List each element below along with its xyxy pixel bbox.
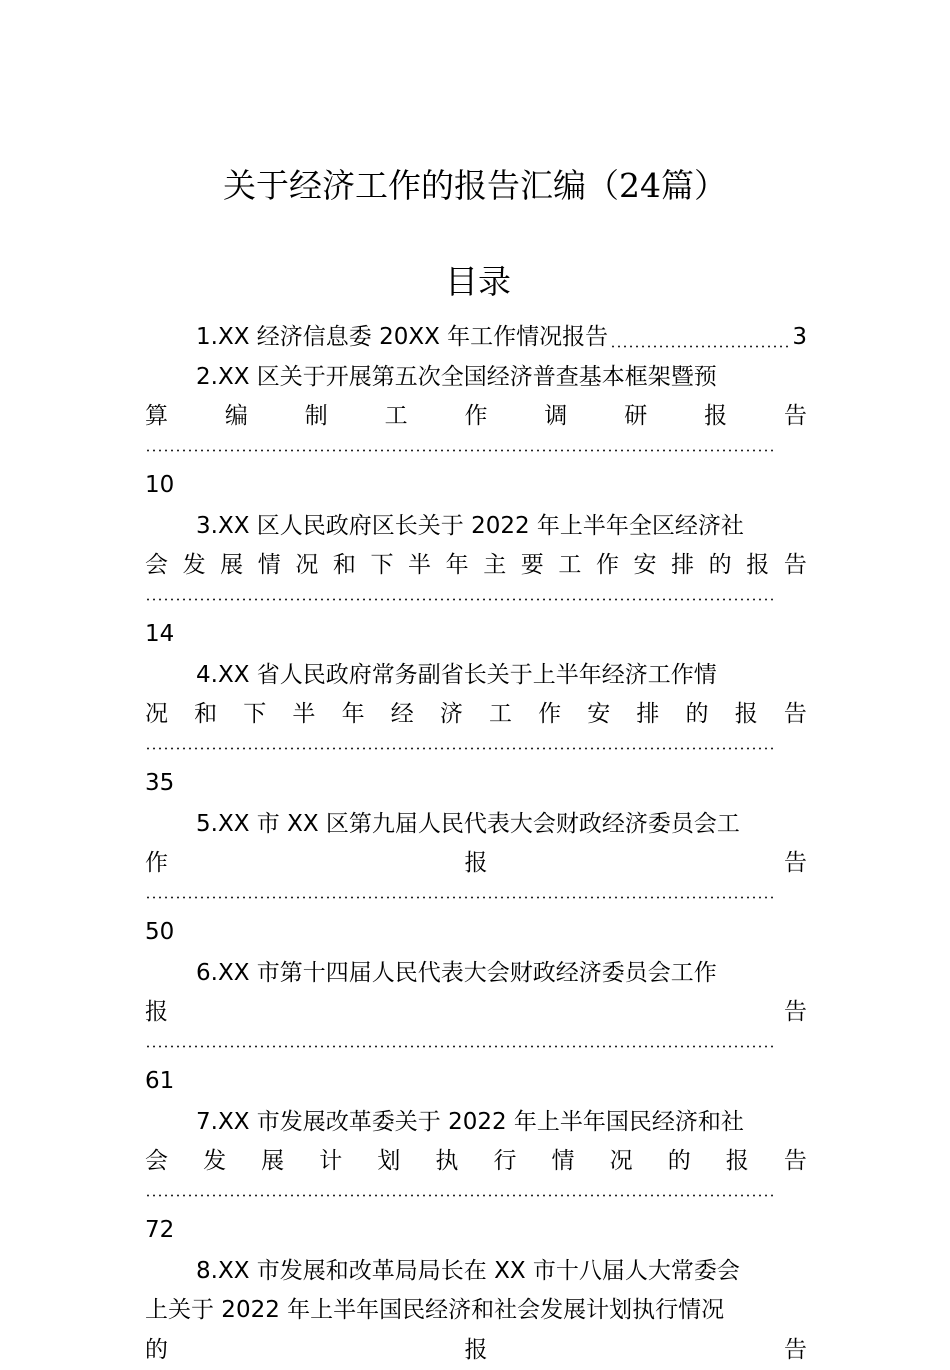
- toc-char: 展: [261, 1142, 284, 1182]
- toc-char: 和: [194, 695, 217, 735]
- toc-char: 排: [636, 695, 659, 735]
- toc-entry-title: 5.XX 市 XX 区第九届人民代表大会财政经济委员会工: [145, 805, 807, 845]
- toc-char: 况: [145, 695, 168, 735]
- leader-dots: [145, 586, 807, 612]
- toc-char: 执: [435, 1142, 458, 1182]
- toc-entry-title-cont: [145, 844, 807, 884]
- toc-heading: 目录: [0, 256, 950, 303]
- toc-entry-title: 7.XX 市发展改革委关于 2022 年上半年国民经济和社: [145, 1103, 807, 1143]
- toc-char: 报: [735, 695, 758, 735]
- toc-entry-title-cont: [145, 397, 807, 437]
- toc-char: 报: [746, 546, 769, 586]
- toc-char: 作: [596, 546, 619, 586]
- toc-char: 安: [587, 695, 610, 735]
- toc-char: 作: [145, 844, 168, 884]
- leader-dots: [610, 345, 790, 348]
- toc-entry-page: 61: [145, 1059, 807, 1103]
- toc-char: 会: [145, 546, 168, 586]
- toc-entry-title: 2.XX 区关于开展第五次全国经济普查基本框架暨预: [145, 358, 807, 398]
- toc-char: 年: [446, 546, 469, 586]
- toc-entry-title: 3.XX 区人民政府区长关于 2022 年上半年全区经济社: [145, 507, 807, 547]
- leader-dots: [145, 437, 807, 463]
- toc-char: 的: [709, 546, 732, 586]
- toc-entry-title-cont: 上关于 2022 年上半年国民经济和社会发展计划执行情况: [145, 1291, 807, 1331]
- toc-entry-5[interactable]: [145, 805, 807, 954]
- toc-char: 报: [465, 844, 488, 884]
- toc-char: 告: [784, 1331, 807, 1370]
- toc-char: 告: [784, 993, 807, 1033]
- toc-char: 下: [370, 546, 393, 586]
- toc-entry-page: 72: [145, 1208, 807, 1252]
- toc-char: 要: [521, 546, 544, 586]
- toc-char: 排: [671, 546, 694, 586]
- toc-char: 年: [342, 695, 365, 735]
- toc-char: 况: [610, 1142, 633, 1182]
- toc-char: 展: [220, 546, 243, 586]
- toc-char: 情: [552, 1142, 575, 1182]
- toc-char: 告: [784, 546, 807, 586]
- toc-char: 作: [465, 397, 488, 437]
- toc-char: 报: [726, 1142, 749, 1182]
- toc-char: 报: [704, 397, 727, 437]
- toc-char: 告: [784, 1142, 807, 1182]
- toc-entry-page: 50: [145, 910, 807, 954]
- toc-char: 行: [493, 1142, 516, 1182]
- toc-char: 报: [145, 993, 168, 1033]
- toc-entry-1[interactable]: [145, 318, 807, 358]
- toc-char: 的: [145, 1331, 168, 1370]
- toc-entry-page: 10: [145, 463, 807, 507]
- toc-char: 算: [145, 397, 168, 437]
- toc-entry-title-cont: [145, 546, 807, 586]
- toc-char: 制: [305, 397, 328, 437]
- toc-entry-7[interactable]: [145, 1103, 807, 1252]
- toc-entry-title-cont: [145, 1331, 807, 1370]
- document-title: 关于经济工作的报告汇编（24篇）: [0, 160, 950, 207]
- toc-entry-6[interactable]: [145, 954, 807, 1103]
- leader-dots: [145, 735, 807, 761]
- toc-char: 告: [784, 844, 807, 884]
- toc-char: 情: [258, 546, 281, 586]
- toc-char: 半: [292, 695, 315, 735]
- toc-entry-page: 35: [145, 761, 807, 805]
- toc-entry-title: 8.XX 市发展和改革局局长在 XX 市十八届人大常委会: [145, 1252, 807, 1292]
- toc-char: 划: [377, 1142, 400, 1182]
- toc-char: 的: [686, 695, 709, 735]
- toc-entry-4[interactable]: [145, 656, 807, 805]
- toc-char: 告: [784, 695, 807, 735]
- toc-char: 下: [243, 695, 266, 735]
- toc-char: 报: [465, 1331, 488, 1370]
- toc-entry-title-cont: [145, 1142, 807, 1182]
- toc-char: 济: [440, 695, 463, 735]
- toc-char: 和: [333, 546, 356, 586]
- toc-char: 况: [295, 546, 318, 586]
- toc-char: 发: [183, 546, 206, 586]
- toc-char: 工: [489, 695, 512, 735]
- toc-entry-8[interactable]: [145, 1252, 807, 1370]
- toc-char: 编: [225, 397, 248, 437]
- toc-char: 工: [558, 546, 581, 586]
- toc-entry-3[interactable]: [145, 507, 807, 656]
- toc-entry-title-cont: [145, 993, 807, 1033]
- leader-dots: [145, 1033, 807, 1059]
- toc-char: 作: [538, 695, 561, 735]
- toc-char: 告: [784, 397, 807, 437]
- toc-char: 半: [408, 546, 431, 586]
- toc-char: 经: [391, 695, 414, 735]
- toc-char: 研: [624, 397, 647, 437]
- toc-char: 调: [544, 397, 567, 437]
- toc-entry-title: 4.XX 省人民政府常务副省长关于上半年经济工作情: [145, 656, 807, 696]
- leader-dots: [145, 1182, 807, 1208]
- toc-entry-page: 3: [792, 318, 807, 358]
- toc-char: 计: [319, 1142, 342, 1182]
- leader-dots: [145, 884, 807, 910]
- toc-char: 主: [483, 546, 506, 586]
- toc-char: 工: [385, 397, 408, 437]
- toc-entry-2[interactable]: [145, 358, 807, 507]
- toc-entry-title: 1.XX 经济信息委 20XX 年工作情况报告: [196, 318, 608, 358]
- toc-entry-title-cont: [145, 695, 807, 735]
- toc-char: 的: [668, 1142, 691, 1182]
- toc-entry-title: 6.XX 市第十四届人民代表大会财政经济委员会工作: [145, 954, 807, 994]
- toc-entry-page: 14: [145, 612, 807, 656]
- toc-char: 安: [634, 546, 657, 586]
- toc-char: 发: [203, 1142, 226, 1182]
- table-of-contents: [145, 318, 807, 1370]
- toc-char: 会: [145, 1142, 168, 1182]
